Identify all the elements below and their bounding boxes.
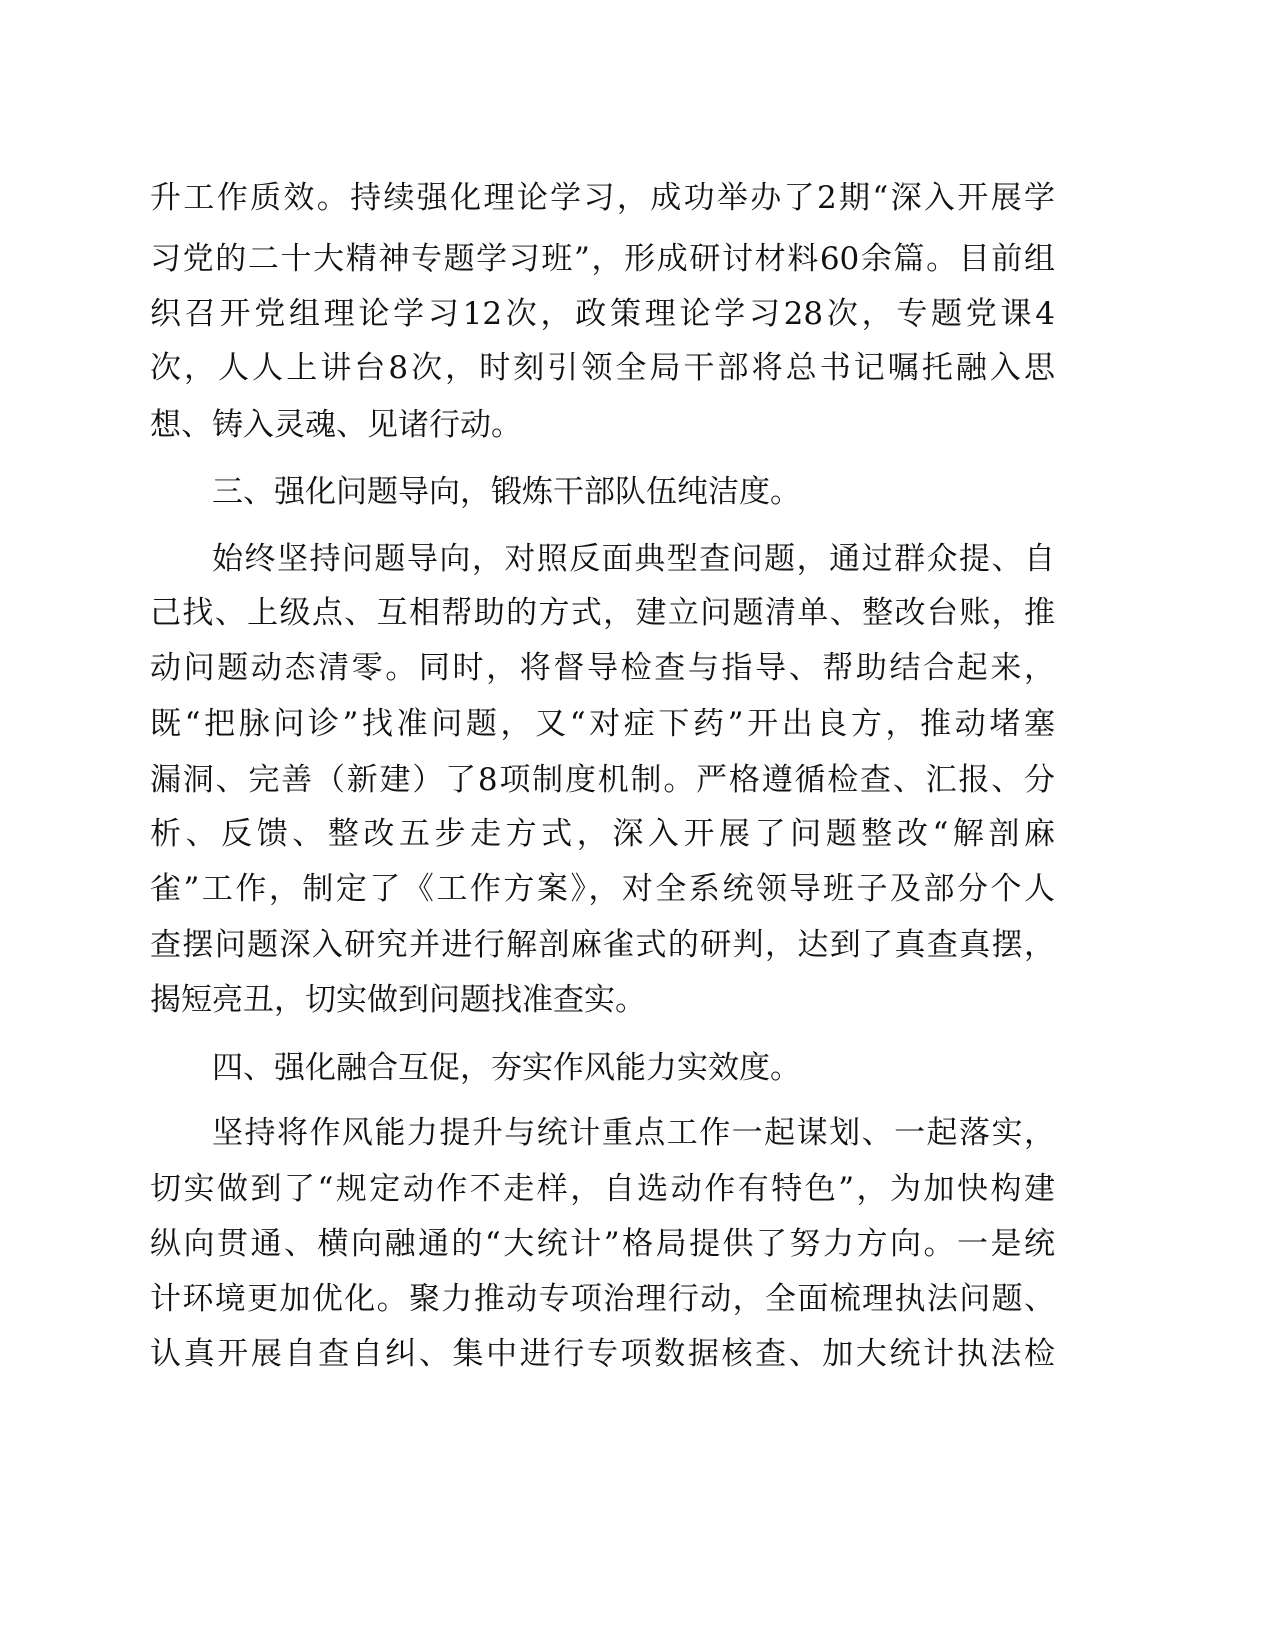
paragraph-line: 认真开展自查自纠、集中进行专项数据核查、加大统计执法检 [150, 1336, 1055, 1372]
section-heading: 四、强化融合互促，夯实作风能力实效度。 [212, 1050, 801, 1086]
paragraph-line: 己找、上级点、互相帮助的方式，建立问题清单、整改台账，推 [150, 595, 1055, 631]
paragraph-line: 揭短亮丑，切实做到问题找准查实。 [150, 982, 646, 1018]
paragraph-line: 升工作质效。持续强化理论学习，成功举办了2期“深入开展学 [150, 180, 1055, 216]
paragraph-line: 既“把脉问诊”找准问题，又“对症下药”开出良方，推动堵塞 [150, 706, 1055, 742]
paragraph-line: 查摆问题深入研究并进行解剖麻雀式的研判，达到了真查真摆， [150, 927, 1055, 963]
paragraph-line: 计环境更加优化。聚力推动专项治理行动，全面梳理执法问题、 [150, 1281, 1055, 1317]
paragraph-line: 纵向贯通、横向融通的“大统计”格局提供了努力方向。一是统 [150, 1226, 1055, 1262]
paragraph-line: 坚持将作风能力提升与统计重点工作一起谋划、一起落实， [212, 1115, 1055, 1151]
paragraph-line: 析、反馈、整改五步走方式，深入开展了问题整改“解剖麻 [150, 816, 1055, 852]
paragraph-line: 漏洞、完善（新建）了8项制度机制。严格遵循检查、汇报、分 [150, 762, 1055, 798]
paragraph-line: 想、铸入灵魂、见诸行动。 [150, 407, 522, 443]
paragraph-line: 习党的二十大精神专题学习班”，形成研讨材料60余篇。目前组 [150, 241, 1055, 277]
section-heading: 三、强化问题导向，锻炼干部队伍纯洁度。 [212, 474, 801, 510]
paragraph-line: 动问题动态清零。同时，将督导检查与指导、帮助结合起来， [150, 650, 1055, 686]
paragraph-line: 次，人人上讲台8次，时刻引领全局干部将总书记嘱托融入思 [150, 350, 1055, 386]
paragraph-line: 切实做到了“规定动作不走样，自选动作有特色”，为加快构建 [150, 1171, 1055, 1207]
paragraph-line: 始终坚持问题导向，对照反面典型查问题，通过群众提、自 [212, 541, 1055, 577]
paragraph-line: 织召开党组理论学习12次，政策理论学习28次，专题党课4 [150, 296, 1055, 332]
paragraph-line: 雀”工作，制定了《工作方案》，对全系统领导班子及部分个人 [150, 871, 1055, 907]
